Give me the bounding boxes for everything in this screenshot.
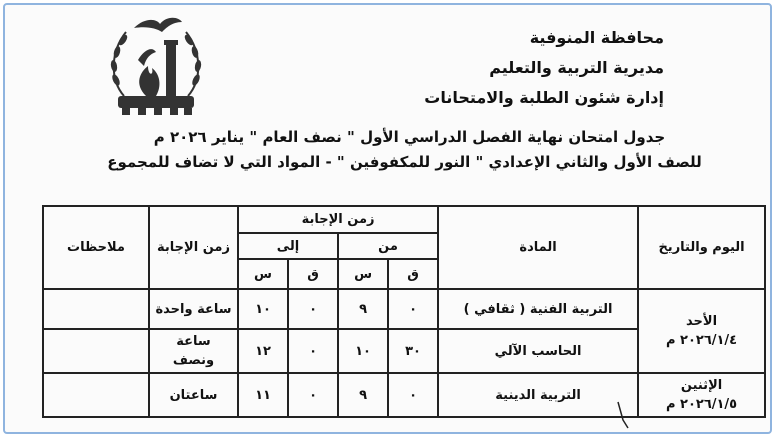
to-minute-cell: ٠ [288,373,338,417]
duration-line-1: ساعة [176,333,211,349]
subject-cell: التربية الدينية [438,373,638,417]
directorate-name: مديرية التربية والتعليم [489,58,664,77]
header-notes: ملاحظات [43,206,149,289]
header-duration: زمن الإجابة [149,206,238,289]
subject-cell: الحاسب الآلي [438,329,638,373]
from-hour-cell: ٩ [338,289,388,329]
governorate-name: محافظة المنوفية [529,28,664,47]
day-name: الإثنين [680,377,723,393]
to-hour-cell: ١١ [238,373,288,417]
duration-cell [149,329,238,373]
notes-cell [43,289,149,329]
day-date-cell [638,373,765,417]
header-from-hour: س [338,259,388,289]
day-date-cell [638,289,765,373]
duration-cell: ساعتان [149,373,238,417]
from-hour-cell: ١٠ [338,329,388,373]
exam-date: ٢٠٢٦/١/٥ م [665,397,738,412]
from-minute-cell: ٠ [388,289,438,329]
table-header-row [43,206,765,233]
header-from-minute: ق [388,259,438,289]
header-answer-time-group: زمن الإجابة [238,206,438,233]
header-to: إلى [238,233,338,259]
notes-cell [43,329,149,373]
from-minute-cell: ٠ [388,373,438,417]
header-to-minute: ق [288,259,338,289]
header-to-hour: س [238,259,288,289]
department-name: إدارة شئون الطلبة والامتحانات [424,88,664,107]
to-minute-cell: ٠ [288,289,338,329]
governorate-logo [104,10,208,120]
exam-date: ٢٠٢٦/١/٤ م [665,333,738,348]
schedule-subtitle: للصف الأول والثاني الإعدادي " النور للمكفوفين " - المواد التي لا تضاف للمجموع [107,153,702,171]
table-row [43,373,765,417]
duration-line-2: ونصف [172,353,215,368]
table-row [43,289,765,329]
schedule-title: جدول امتحان نهاية الفصل الدراسي الأول " نصف العام " يناير ٢٠٢٦ م [153,128,666,146]
from-minute-cell: ٣٠ [388,329,438,373]
subject-cell: التربية الفنية ( ثقافي ) [438,289,638,329]
from-hour-cell: ٩ [338,373,388,417]
header-subject: المادة [438,206,638,289]
header-day-date: اليوم والتاريخ [638,206,765,289]
duration-cell: ساعة واحدة [149,289,238,329]
to-hour-cell: ١٠ [238,289,288,329]
exam-schedule-table [42,205,766,418]
day-name: الأحد [686,313,718,329]
to-hour-cell: ١٢ [238,329,288,373]
pen-mark [614,400,632,430]
header-from: من [338,233,438,259]
notes-cell [43,373,149,417]
to-minute-cell: ٠ [288,329,338,373]
